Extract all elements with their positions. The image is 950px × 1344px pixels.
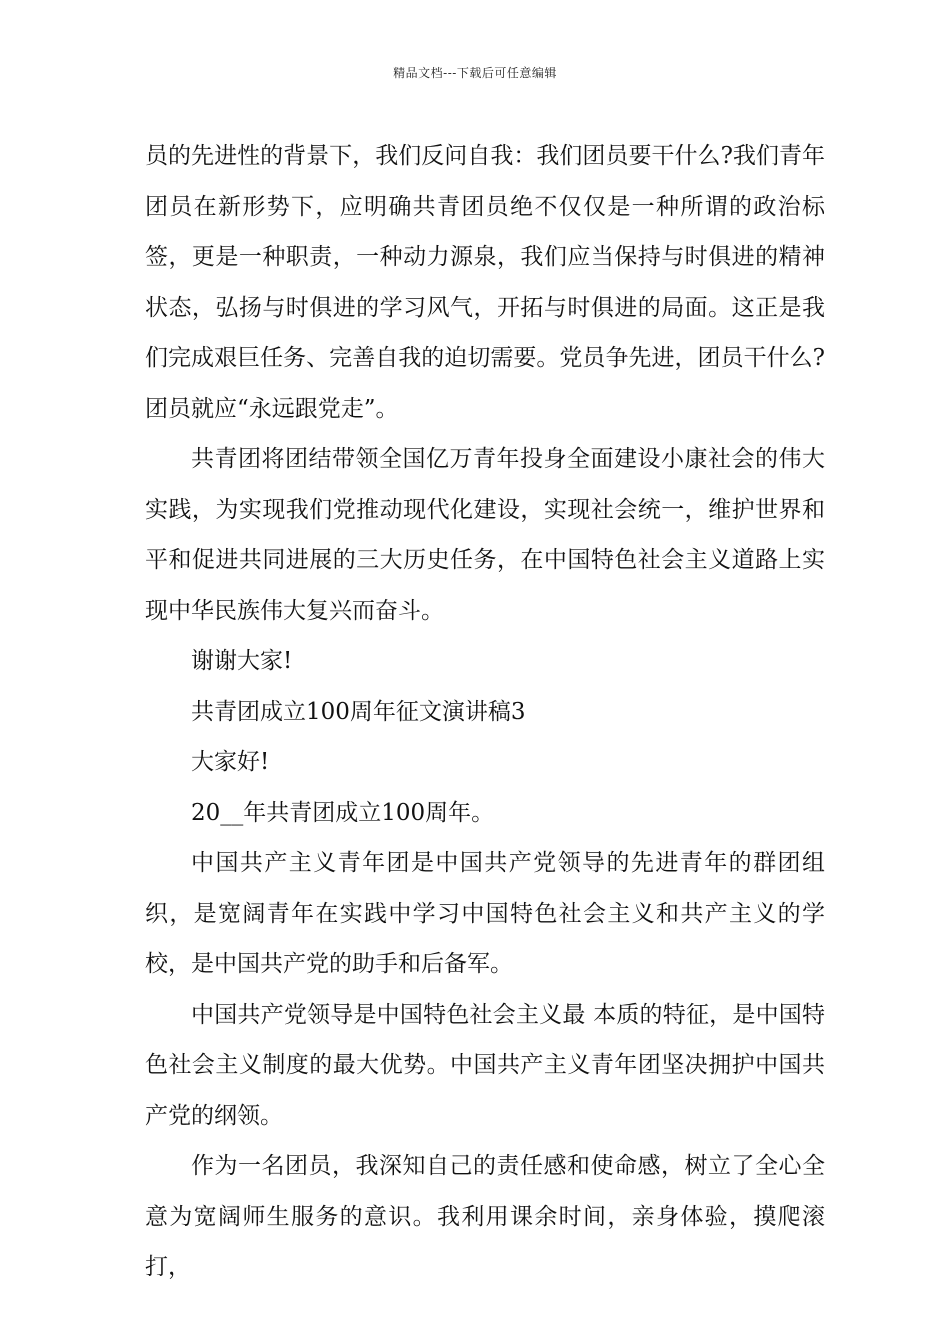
greeting: 大家好! <box>191 749 270 775</box>
section-title: 共青团成立100周年征文演讲稿3 <box>191 698 526 725</box>
paragraph: 共青团将团结带领全国亿万青年投身全面建设小康社会的伟大实践，为实现我们党推动现代化建设，实现社会统一，维护世界和平和促进共同进展的三大历史任务，在中国特色社会主义道路上实现中华民族伟大复兴而奋斗。 <box>145 446 825 624</box>
document-body <box>145 131 825 1293</box>
paragraph: 中国共产主义青年团是中国共产党领导的先进青年的群团组织，是宽阔青年在实践中学习中国特色社会主义和共产主义的学校，是中国共产党的助手和后备军。 <box>145 850 825 977</box>
paragraph: 中国共产党领导是中国特色社会主义最 本质的特征，是中国特色社会主义制度的最大优势。中国共产主义青年团坚决拥护中国共产党的纲领。 <box>145 1001 825 1129</box>
paragraph: 员的先进性的背景下，我们反问自我：我们团员要干什么?我们青年团员在新形势下，应明确共青团员绝不仅仅是一种所谓的政治标签，更是一种职责，一种动力源泉，我们应当保持与时俱进的精神状态，弘扬与时俱进的学习风气，开拓与时俱进的局面。这正是我们完成艰巨任务、完善自我的迫切需要。党员争先进，团员干什么?团员就应“永远跟党走”。 <box>145 143 825 422</box>
paragraph: 谢谢大家! <box>191 648 293 674</box>
page-header: 精品文档---下载后可任意编辑 <box>393 66 557 80</box>
paragraph: 20__年共青团成立100周年。 <box>191 799 495 826</box>
paragraph: 作为一名团员，我深知自己的责任感和使命感，树立了全心全意为宽阔师生服务的意识。我利用课余时间，亲身体验，摸爬滚打， <box>145 1153 825 1280</box>
